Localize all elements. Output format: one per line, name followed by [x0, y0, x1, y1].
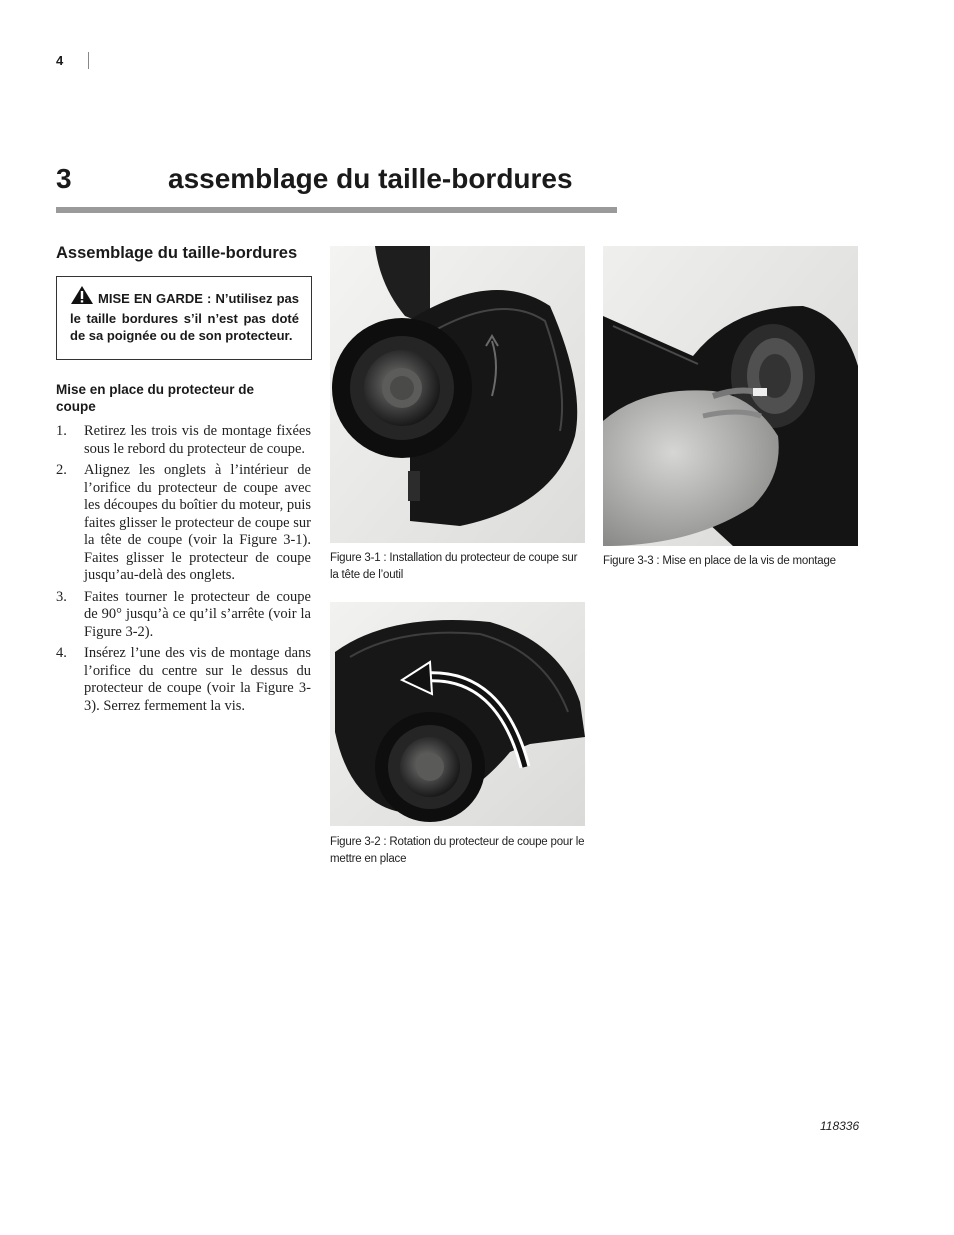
- header-divider: [88, 52, 89, 69]
- warning-triangle-icon: [70, 285, 94, 310]
- warning-text: MISE EN GARDE : N’utilisez pas le taille bordures s’il n’est pas doté de sa poignée ou de son protecteur.: [70, 291, 299, 343]
- figure-3-2-caption: Figure 3-2 : Rotation du protecteur de coupe pour le mettre en place: [330, 836, 585, 865]
- figure-3-3-caption: Figure 3-3 : Mise en place de la vis de montage: [603, 555, 836, 567]
- document-code: 118336: [820, 1119, 860, 1133]
- figure-3-3-photo: [603, 246, 858, 546]
- list-item: 3. Faites tourner le protecteur de coupe de 90° jusqu’à ce qu’il s’arrête (voir la Figure 3-2).: [56, 588, 311, 640]
- procedure-steps: [56, 423, 311, 719]
- figure-3-1-caption: Figure 3-1 : Installation du protecteur de coupe sur la tête de l’outil: [330, 552, 578, 581]
- figure-3-1-photo: [330, 246, 585, 543]
- list-item: 4. Insérez l’une des vis de montage dans l’orifice du centre sur le dessus du protecteur de coupe (voir la Figure 3-3). Serrez fermement la vis.: [56, 645, 311, 714]
- list-item: 2. Alignez les onglets à l’intérieur de l’orifice du protecteur de coupe avec les découpes du boîtier du moteur, puis faites glisser le protecteur de coupe sur la tête de coupe (voir la Figure 3-1). Faites glisser le protecteur de coupe jusqu’au-delà des onglets.: [56, 462, 311, 583]
- chapter-title: assemblage du taille-bordures: [168, 163, 573, 194]
- figure-3-2-photo: [330, 602, 585, 826]
- section-title: Assemblage du taille-bordures: [56, 244, 298, 262]
- page-number: 4: [56, 53, 64, 68]
- chapter-rule: [56, 207, 617, 213]
- chapter-number: 3: [56, 163, 72, 194]
- procedure-heading: Mise en place du protecteur de coupe: [56, 382, 255, 414]
- list-item: 1. Retirez les trois vis de montage fixées sous le rebord du protecteur de coupe.: [56, 423, 311, 457]
- warning-box: [56, 276, 312, 360]
